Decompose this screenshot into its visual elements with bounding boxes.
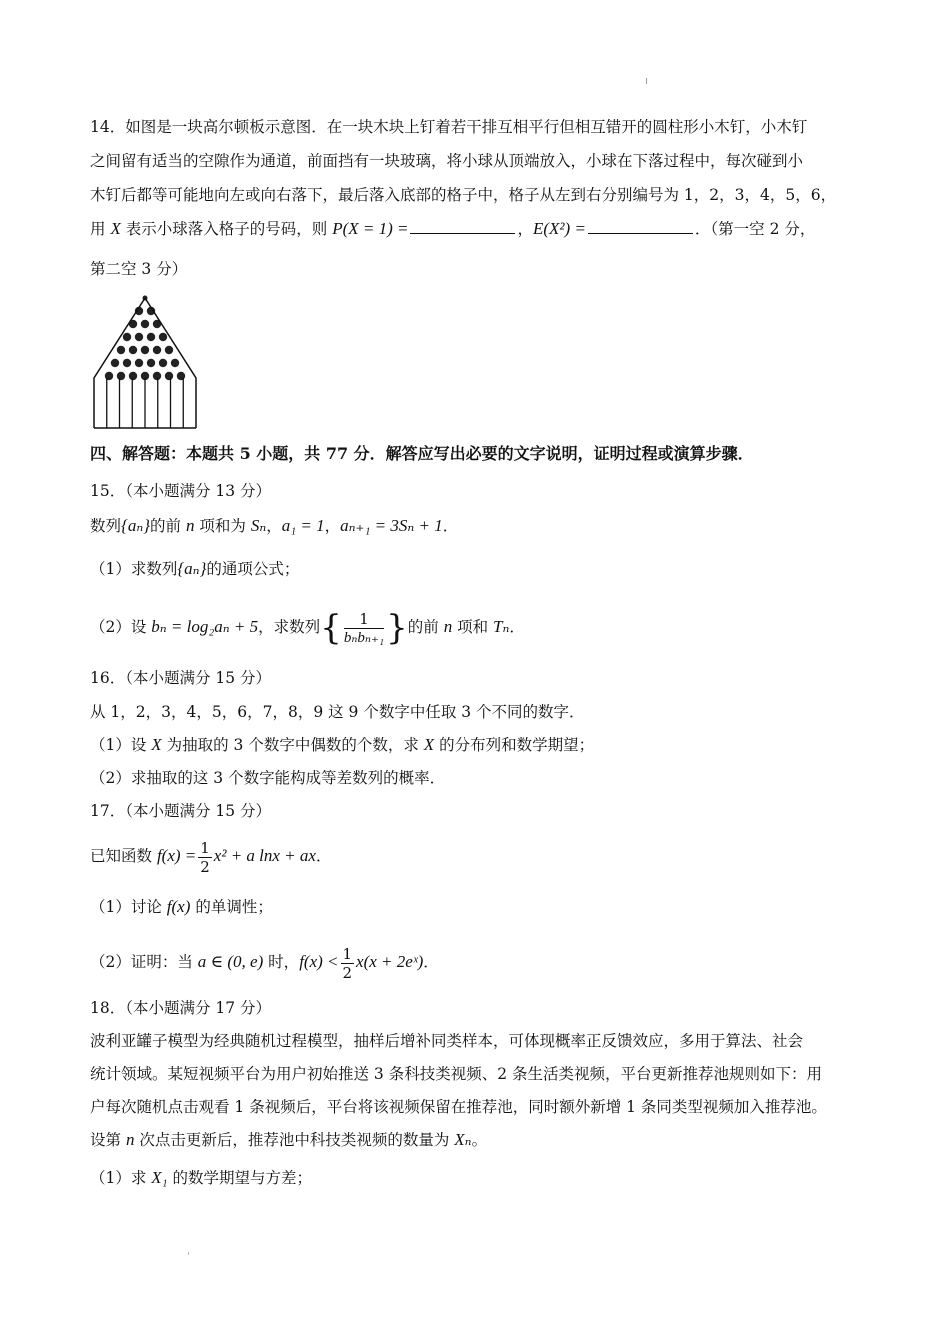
q18-x1: X₁: [151, 1168, 168, 1187]
q15-fraction: [344, 610, 384, 647]
q14-text: ．（第一空 2 分，: [694, 220, 816, 238]
q15-text: 的通项公式；: [206, 560, 300, 578]
left-brace: {: [320, 608, 342, 648]
galton-peg: [123, 333, 131, 341]
q15-seq: {aₙ}: [121, 516, 151, 535]
q14-text: 表示小球落入格子的号码，则: [120, 220, 333, 238]
answer-blank-2[interactable]: [588, 219, 693, 234]
galton-peg: [141, 346, 149, 354]
q14-var-x: X: [110, 219, 121, 238]
galton-peg: [177, 372, 185, 380]
q18-line-1: 波利亚罐子模型为经典随机过程模型，抽样后增补同类样本，可体现概率正反馈效应，多用于算法、社会: [90, 1032, 804, 1050]
q18-text: 设第: [90, 1131, 126, 1149]
q15-n: n: [443, 617, 453, 636]
q15-text: 项和: [452, 618, 494, 636]
q15-text: ，: [266, 517, 282, 535]
q15-text: 的前: [150, 517, 186, 535]
q15-tn: Tₙ: [493, 617, 510, 636]
q14-prob-expr: P(X = 1) =: [332, 219, 409, 238]
q17-half: [341, 945, 355, 982]
q15-text: 数列: [90, 517, 122, 535]
q14-line-5: 第二空 3 分）: [90, 260, 188, 278]
galton-peg: [159, 359, 167, 367]
galton-peg: [171, 359, 179, 367]
q17-stem: [90, 834, 860, 878]
galton-peg: [153, 372, 161, 380]
q14-line-4: [90, 218, 860, 240]
answer-blank-1[interactable]: [410, 219, 515, 234]
q18-title: 18．（本小题满分 17 分）: [90, 999, 272, 1017]
galton-peg: [165, 372, 173, 380]
right-brace: }: [386, 608, 408, 648]
fraction-numerator: 1: [344, 610, 384, 629]
q16-text: 为抽取的 3 个数字中偶数的个数，求: [161, 736, 424, 754]
q17-part-1: [90, 896, 860, 918]
q16-part-1: [90, 734, 860, 756]
q18-line-3: 户每次随机点击观看 1 条视频后，平台将该视频保留在推荐池，同时额外新增 1 条同类型视频加入推荐池。: [90, 1098, 827, 1116]
q16-var-x: X: [423, 735, 435, 754]
q14-text: 用: [90, 220, 111, 238]
q16-part-2: （2）求抽取的这 3 个数字能构成等差数列的概率．: [90, 769, 446, 787]
q17-half: [198, 839, 212, 876]
q18-n: n: [125, 1130, 135, 1149]
q17-fx: f(x): [166, 897, 191, 916]
q17-rhs: x(x + 2eˣ): [356, 952, 424, 971]
fraction-denominator: 2: [342, 963, 353, 982]
q14-line-3: 木钉后都等可能地向左或向右落下，最后落入底部的格子中，格子从左到右分别编号为 1，2，3，4，5，6，: [90, 186, 837, 204]
q15-n: n: [185, 516, 195, 535]
q15-part-1: [90, 558, 860, 580]
q16-text: 的分布列和数学期望；: [434, 736, 595, 754]
q17-text: 时，: [263, 953, 300, 971]
q15-text: （2）设: [90, 618, 152, 636]
q17-fx: f(x) <: [299, 952, 339, 971]
q16-text: （1）设: [90, 736, 152, 754]
q18-text: 。: [471, 1131, 488, 1149]
q15-text: ，: [324, 517, 341, 535]
q14-text: ，: [517, 220, 533, 238]
q17-text: （2）证明：当: [90, 953, 198, 971]
q14-line-2: 之间留有适当的空隙作为通道，前面挡有一块玻璃，将小球从顶端放入，小球在下落过程中，每次碰到小: [90, 152, 804, 170]
q15-text: 项和为: [194, 517, 251, 535]
q17-text: 已知函数: [90, 847, 157, 865]
galton-peg: [147, 359, 155, 367]
q15-text: ．: [442, 517, 459, 535]
q14-expect-expr: E(X²) =: [533, 219, 586, 238]
q15-text: 的前: [407, 618, 444, 636]
section-heading: 四、解答题：本题共 5 小题，共 77 分．解答应写出必要的文字说明，证明过程或演算步骤．: [90, 444, 754, 463]
fraction-numerator: 1: [342, 944, 353, 963]
q15-seq: {aₙ}: [177, 559, 207, 578]
q17-part-2: [90, 940, 860, 984]
galton-peg: [129, 346, 137, 354]
fraction-denominator: 2: [200, 857, 210, 876]
galton-peg: [111, 359, 119, 367]
q17-text: ．: [315, 847, 332, 865]
q15-text: ，求数列: [258, 618, 321, 636]
q18-text: 的数学期望与方差；: [167, 1169, 313, 1187]
galton-peg: [159, 333, 167, 341]
q15-part-2: [90, 604, 860, 650]
q17-text: 的单调性；: [190, 898, 273, 916]
scan-mark-bottom: [188, 1252, 189, 1255]
q16-stem: 从 1，2，3，4，5，6，7，8，9 这 9 个数字中任取 3 个不同的数字．: [90, 703, 585, 721]
q17-function-rest: x² + a lnx + ax: [213, 846, 316, 865]
q15-recurrence: aₙ₊₁ = 3Sₙ + 1: [340, 516, 443, 535]
fraction-denominator: bₙbₙ₊₁: [343, 629, 385, 646]
q18-xn: Xₙ: [454, 1130, 472, 1149]
q17-function: f(x) =: [156, 846, 197, 865]
q15-a1: a₁ = 1: [281, 516, 325, 535]
galton-peg: [141, 320, 149, 328]
scan-mark-top: [646, 78, 647, 84]
galton-peg: [135, 333, 143, 341]
q18-text: 次点击更新后，推荐池中科技类视频的数量为: [134, 1131, 455, 1149]
galton-peg: [135, 359, 143, 367]
q14-line-1: 14．如图是一块高尔顿板示意图．在一块木块上钉着若干排互相平行但相互错开的圆柱形小木钉，小木钉: [90, 118, 808, 136]
q15-stem: [90, 515, 860, 537]
q16-var-x: X: [151, 735, 162, 754]
q17-condition: a ∈ (0, e): [197, 952, 264, 971]
galton-peg: [105, 372, 113, 380]
galton-peg: [123, 359, 131, 367]
q15-bn-def: bₙ = log₂aₙ + 5: [151, 617, 259, 636]
fraction-numerator: 1: [200, 838, 210, 857]
galton-peg: [117, 346, 125, 354]
q15-title: 15．（本小题满分 13 分）: [90, 482, 272, 500]
galton-peg: [165, 346, 173, 354]
galton-slots: [94, 378, 196, 428]
q15-text: （1）求数列: [90, 560, 178, 578]
galton-peg: [147, 333, 155, 341]
q18-part-1: [90, 1167, 860, 1189]
galton-peg: [117, 372, 125, 380]
q16-title: 16．（本小题满分 15 分）: [90, 669, 272, 687]
galton-peg: [153, 346, 161, 354]
q17-title: 17．（本小题满分 15 分）: [90, 802, 272, 820]
q17-text: （1）讨论: [90, 898, 167, 916]
q15-sum: Sₙ: [250, 516, 267, 535]
q15-text: ．: [509, 618, 525, 636]
galton-board-figure: [88, 292, 208, 432]
galton-pegs: [105, 296, 185, 381]
q18-line-2: 统计领域。某短视频平台为用户初始推送 3 条科技类视频、2 条生活类视频，平台更新推荐池规则如下：用: [90, 1065, 823, 1083]
galton-peg: [129, 372, 137, 380]
q18-line-4: [90, 1129, 860, 1151]
q17-text: ．: [423, 953, 439, 971]
q18-text: （1）求: [90, 1169, 152, 1187]
